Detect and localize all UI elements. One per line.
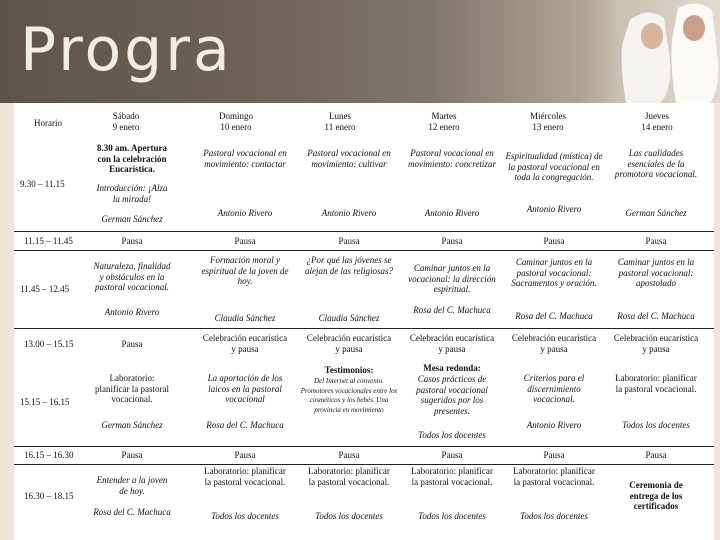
break-cell: Pausa — [234, 236, 256, 246]
session-title: Pastoral vocacional en movimiento: concretizar — [408, 148, 496, 169]
speaker: German Sánchez — [101, 214, 163, 224]
speaker: Antonio Rivero — [104, 307, 160, 317]
session-title: ¿Por qué las jóvenes se alejan de las religiosas? — [305, 255, 393, 276]
mass-cell: Celebración eucarística y pausa — [306, 333, 392, 354]
break-cell: Pausa — [645, 236, 667, 246]
schedule-table — [14, 103, 714, 540]
session-title: Laboratorio: planificar la pastoral vocacional. — [95, 373, 169, 404]
break-cell: Pausa — [121, 339, 143, 349]
break-cell: Pausa — [234, 450, 256, 460]
session-title: Del Internet al convento. Promotores vocacionales entre los cosméticos y los bebés. Una provincia en movimiento — [300, 377, 398, 414]
day-header: Jueves 14 enero — [641, 111, 673, 132]
session-title: Caminar juntos en la vocacional: la dirección espiritual. — [408, 263, 496, 294]
session-title: Pastoral vocacional en movimiento: contactar — [203, 148, 287, 169]
speaker: German Sánchez — [625, 208, 687, 218]
slide-title: Progra — [20, 15, 233, 85]
session-title: Caminar juntos en la pastoral vocacional: Sacramentos y oración. — [511, 257, 597, 288]
speaker: Rosa del C. Machuca — [617, 311, 695, 321]
speaker: Rosa del C. Machuca — [413, 305, 491, 315]
speaker: Todos los docentes — [418, 430, 486, 440]
speaker: Antonio Rivero — [217, 208, 273, 218]
speaker: Claudia Sánchez — [318, 313, 380, 323]
session-title: Las cualidades esenciales de la promotora vocacional. — [614, 148, 698, 179]
time-label: 11.15 – 11.45 — [24, 236, 73, 246]
speaker: Rosa del C. Machuca — [93, 507, 171, 517]
speaker: Antonio Rivero — [526, 420, 582, 430]
slide-header — [0, 0, 720, 103]
day-header: Miércoles 13 enero — [530, 111, 566, 132]
speaker: Todos los docentes — [315, 511, 383, 521]
time-label: 16.30 – 18.15 — [24, 491, 74, 501]
closing-ceremony: Ceremonia de entrega de los certificados — [629, 480, 683, 511]
session-title: Laboratorio: planificar la pastoral vocacional. — [308, 466, 390, 487]
speaker: Antonio Rivero — [424, 208, 480, 218]
header-corner: Horario — [34, 118, 62, 128]
speaker: Antonio Rivero — [321, 208, 377, 218]
row-divider — [14, 231, 714, 232]
time-label: 13.00 – 15.15 — [24, 339, 74, 349]
time-label: 16.15 – 16.30 — [24, 450, 74, 460]
session-title: Laboratorio: planificar la pastoral vocacional. — [513, 466, 595, 487]
session-title: Criterios para el discernimiento vocacional. — [523, 373, 585, 404]
speaker: Todos los docentes — [520, 511, 588, 521]
time-label: 9.30 – 11.15 — [20, 179, 65, 189]
session-title: Laboratorio: planificar la pastoral vocacional. — [615, 373, 697, 394]
speaker: Claudia Sánchez — [214, 313, 276, 323]
speaker: Todos los docentes — [622, 420, 690, 430]
break-cell: Pausa — [543, 236, 565, 246]
break-cell: Pausa — [441, 450, 463, 460]
row-divider — [14, 464, 714, 465]
speaker: Rosa del C. Machuca — [206, 420, 284, 430]
speaker: Rosa del C. Machuca — [515, 311, 593, 321]
speaker: Todos los docentes — [211, 511, 279, 521]
nuns-photo — [560, 0, 720, 103]
break-cell: Pausa — [441, 236, 463, 246]
session-title: Caminar juntos en la pastoral vocacional: apostolado — [617, 257, 695, 288]
mass-cell: Celebración eucarística y pausa — [202, 333, 288, 354]
mass-cell: Celebración eucarística y pausa — [409, 333, 495, 354]
break-cell: Pausa — [338, 450, 360, 460]
session-title: Entender a la joven de hoy. — [96, 475, 168, 496]
day-header: Martes 12 enero — [428, 111, 460, 132]
break-cell: Pausa — [338, 236, 360, 246]
session-title: Formación moral y espiritual de la joven de hoy. — [201, 255, 289, 286]
day-header: Domingo 10 enero — [218, 111, 253, 132]
row-divider — [14, 328, 714, 329]
speaker: Todos los docentes — [418, 511, 486, 521]
session-title: Introducción: ¡Alza la mirada! — [96, 183, 168, 204]
mass-cell: Celebración eucarística y pausa — [613, 333, 699, 354]
break-cell: Pausa — [121, 450, 143, 460]
break-cell: Pausa — [645, 450, 667, 460]
session-title: Casos prácticos de pastoral vocacional sugeridos por los presentes. — [416, 374, 488, 416]
day-header: Sábado 9 enero — [112, 111, 140, 132]
session-title: La aportación de los laicos en la pastoral vocacional — [207, 373, 283, 404]
time-label: 15.15 – 16.15 — [20, 397, 70, 407]
session-title: Espiritualidad (mística) de la pastoral vocacional en toda la congregación. — [505, 151, 603, 182]
session-title: Naturaleza, finalidad y obstáculos en la pastoral vocacional. — [93, 261, 171, 292]
row-divider — [14, 446, 714, 447]
session-title: 8.30 am. Apertura con la celebración Eucarística. — [97, 143, 167, 174]
session-title: Pastoral vocacional en movimiento: cultivar — [307, 148, 391, 169]
speaker: Antonio Rivero — [526, 204, 582, 214]
session-title: Laboratorio: planificar la pastoral vocacional. — [411, 466, 493, 487]
speaker: German Sánchez — [101, 420, 163, 430]
session-title: Laboratorio: planificar la pastoral vocacional. — [204, 466, 286, 487]
session-heading: Mesa redonda: — [423, 363, 481, 373]
row-divider — [14, 250, 714, 251]
session-heading: Testimonios: — [324, 365, 374, 375]
break-cell: Pausa — [121, 236, 143, 246]
mass-cell: Celebración eucarística y pausa — [511, 333, 597, 354]
break-cell: Pausa — [543, 450, 565, 460]
day-header: Lunes 11 enero — [324, 111, 356, 132]
time-label: 11.45 – 12.45 — [20, 284, 70, 294]
